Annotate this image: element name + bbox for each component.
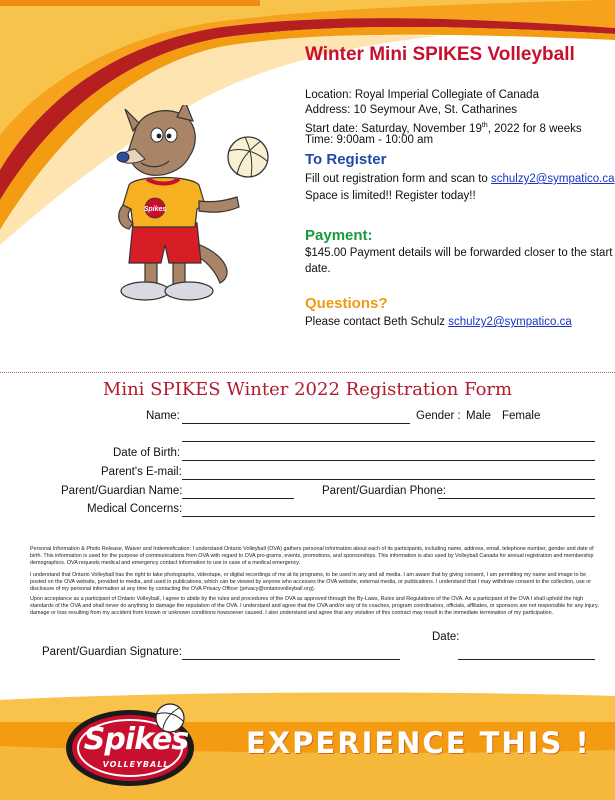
slogan-text: EXPERIENCE THIS ! [246, 726, 591, 760]
logo-volleyball-text: VOLLEYBALL [102, 760, 170, 769]
payment-heading: Payment: [305, 227, 373, 244]
date-label: Date: [432, 631, 460, 643]
start-date-suffix-ordinal: th [481, 122, 488, 129]
location-text: Location: Royal Imperial Collegiate of Canada [305, 89, 539, 101]
time-text: Time: 9:00am - 10:00 am [305, 134, 434, 146]
page-title: Winter Mini SPIKES Volleyball [305, 44, 575, 65]
guardian-phone-label: Parent/Guardian Phone: [322, 485, 447, 497]
guardian-name-label: Parent/Guardian Name: [61, 485, 183, 497]
name-field[interactable] [182, 423, 410, 424]
questions-heading: Questions? [305, 295, 388, 312]
payment-line-2: date. [305, 263, 331, 275]
dob-field[interactable] [182, 460, 595, 461]
name-extra-line[interactable] [182, 441, 595, 442]
code-of-conduct-paragraph: Upon acceptance as a participant of Ontario Volleyball, I agree to abide by the rules and procedures of the OVA as approved through the By-Laws, Rules and Regulations of the OVA. As a participant of the OVA I shall uphold the high standards of the OVA and shall never do anything to damage the reputation of the OVA. I understand and agree that the OVA and/or any of its coaches, program coordinators, officials, affiliates, or sponsors are not responsible for any injury, damage or loss resulting from my accident from known or unknown conditions howsoever caused. I also understand and agree that any violation of this contract may result in the immediate termination of my participation. [30, 596, 599, 616]
privacy-waiver-paragraph: Personal Information & Photo Release, Waiver and Indemnification: I understand Ontario Volleyball (OVA) gathers personal information about each of its participants, including name, address, email, telephone number, gender and date of birth. This information is used for the purpose of communications from OVA with regard to OVA pro-grams, events, promotions, and sponsorships. This information is also used by Volleyball Canada for annual registration and membership demographics. OVA requests medical and emergency contact information to use in case of a medical emergency. [30, 546, 594, 566]
form-title: Mini SPIKES Winter 2022 Registration Form [102, 379, 513, 400]
medical-concerns-field[interactable] [182, 516, 595, 517]
start-date-suffix: , 2022 for 8 weeks [487, 122, 582, 135]
photo-release-paragraph: I understand that Ontario Volleyball has the right to take photographs, videotape, or digital recordings of me at its programs, to be used in any and all media. I am aware that by giving consent, I am permitting my name and image to be posted on the OVA website, provided to media, and used in publications, which can be viewed by anyone who accesses the OVA website, external media, or publications. I understand that I may withdraw consent to the collection, use or disclosure of my personal information at any time by contacting the OVA Privacy Officer (privacy@ontariovolleyball.org). [30, 572, 592, 592]
volleyball-icon [228, 137, 268, 177]
register-email-link[interactable]: schulzy2@sympatico.ca [491, 173, 615, 185]
parent-email-label: Parent's E-mail: [101, 466, 182, 478]
svg-text:Spikes: Spikes [143, 206, 167, 213]
address-text: Address: 10 Seymour Ave, St. Catharines [305, 104, 518, 116]
signature-field[interactable] [182, 659, 400, 660]
questions-contact-text: Please contact Beth Schulz [305, 316, 449, 328]
guardian-name-field[interactable] [182, 498, 294, 499]
wolf-mascot-illustration [105, 105, 290, 305]
tear-off-dotted-divider [0, 372, 615, 373]
gender-label: Gender : [416, 410, 461, 422]
medical-concerns-label: Medical Concerns: [87, 503, 183, 515]
payment-line-1: $145.00 Payment details will be forwarded closer to the start [305, 247, 613, 259]
guardian-phone-field[interactable] [438, 498, 595, 499]
logo-spikes-text: Spikes [83, 722, 189, 757]
questions-contact [305, 315, 572, 330]
gender-option-female[interactable]: Female [502, 410, 541, 422]
gender-option-male[interactable]: Male [466, 410, 491, 422]
space-limited-text: Space is limited!! Register today!! [305, 190, 476, 202]
name-label: Name: [146, 410, 180, 422]
register-heading: To Register [305, 151, 387, 168]
parent-email-field[interactable] [182, 479, 595, 480]
signature-label: Parent/Guardian Signature: [42, 646, 183, 658]
dob-label: Date of Birth: [113, 447, 181, 459]
date-field[interactable] [458, 659, 595, 660]
register-instructions [305, 172, 615, 187]
start-date-prefix: Start date: Saturday, November 19 [305, 122, 482, 135]
questions-email-link[interactable]: schulzy2@sympatico.ca [448, 316, 572, 328]
register-instructions-text: Fill out registration form and scan to [305, 173, 491, 185]
